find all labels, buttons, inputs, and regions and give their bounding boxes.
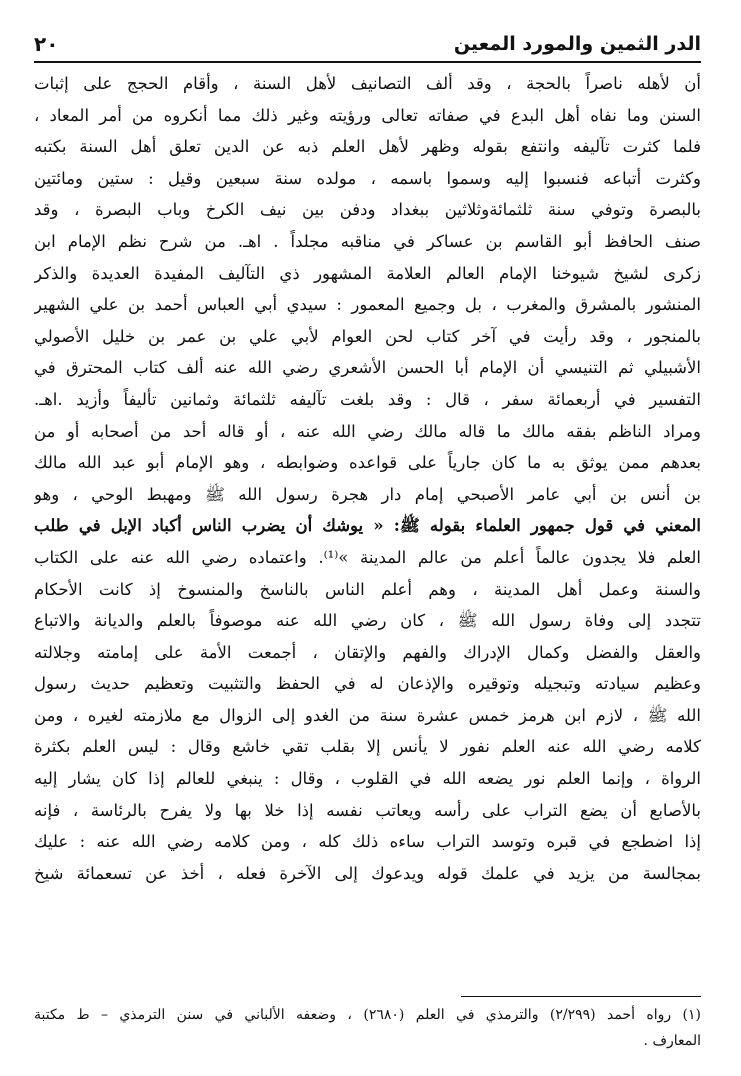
text-line: بالبصرة وتوفي سنة ثلثمائةوثلاثين ببغداد ودفن بين نيف الكرخ وباب البصرة ، وقد: [34, 200, 701, 220]
footnote: [34, 1002, 701, 1054]
footnote-line: المعارف .: [643, 1033, 701, 1049]
text-line: صنف الحافظ أبو القاسم بن عساكر في مناقبه مجلداً . اهـ. من شرح نظم الإمام ابن: [34, 231, 701, 251]
text-line: بالمنجور ، وقد رأيت في آخر كتاب لحن العوام لأبي علي بن عمر بن خليل الأصولي: [34, 326, 701, 346]
text-line: كلامه رضي الله عنه العلم نفور لا يأنس إلا بقلب تقي خاشع وقال : ليس العلم بكثرة: [34, 737, 701, 757]
text-line: السنن وما نفاه أهل البدع في صفاته تعالى ورؤيته وغير ذلك مما أنكروه من أمر المعاد ،: [34, 105, 701, 125]
text-line: بالأصابع أن يضع التراب على رأسه ويعاتب نفسه إذا خلا بها ولا يفرح بالرئاسة ، فإنه: [34, 800, 701, 820]
hadith-text-line: المعني في قول جمهور العلماء بقوله ﷺ: « يوشك أن يضرب الناس أكباد الإبل في طلب: [34, 516, 701, 536]
running-title: الدر الثمين والمورد المعين: [453, 33, 701, 55]
header-rule: [34, 61, 701, 63]
text-line: الأشبيلي ثم التنيسي أن الإمام أبا الحسن الأشعري رضي الله عنه ألف كتاب المحترق في: [34, 358, 701, 378]
text-line: الرواة ، وإنما العلم نور يضعه الله في القلوب ، وقال : ينبغي للعالم إذا كان يشار إليه: [34, 769, 701, 789]
footnote-separator: [461, 996, 701, 997]
text-line: فلما كثرت تآليفه وانتفع بقوله وظهر لأهل العلم ذبه عن الدين تعلق أهل السنة بكتبه: [34, 137, 701, 157]
text-line: ومراد الناظم بفقه مالك ما قاله مالك رضي الله عنه ، أو قاله أحد من أصحابه أو من: [34, 421, 701, 441]
text-line: وكثرت أتباعه فنسبوا إليه وسموا باسمه ، مولده سنة سبعين وقيل : ستين ومائتين: [34, 168, 701, 188]
text-line: المنشور بالمشرق والمغرب ، بل وجميع المعمور : سيدي أبي العباس أحمد بن علي الشهير: [34, 295, 701, 315]
page-number: ٢٠: [34, 32, 59, 56]
text-line: زكرى لشيخ شيوخنا الإمام العالم العلامة المشهور ذي التآليف المفيدة العديدة والذكر: [34, 263, 701, 283]
text-line: والسنة وعمل أهل المدينة ، وهم أعلم الناس بالناسخ والمنسوخ إذ كانت الأحكام: [34, 579, 701, 599]
text-line: بن أنس بن أبي عامر الأصبحي إمام دار هجرة رسول الله ﷺ ومهبط الوحي ، وهو: [34, 484, 701, 504]
text-line: أن لأهله ناصراً بالحجة ، وقد ألف التصانيف لأهل السنة ، وأقام الحجج على إثبات: [34, 74, 701, 93]
text-line: بعدهم ممن يوثق به ما كان جارياً على قواعده وضوابطه ، وهو الإمام أبو عبد الله مالك: [34, 453, 701, 473]
footnote-line: (١) رواه أحمد (٢/٢٩٩) والترمذي في العلم (٢٦٨٠) ، وضعفه الألباني في سنن الترمذي – ط مكتبة: [34, 1007, 701, 1023]
page-header: [34, 30, 701, 64]
text-line: وعظيم سيادته وتبجيله وتوقيره والإذعان له في الحفظ والتثبيت وتعظيم حديث رسول: [34, 674, 701, 694]
text-line: والعقل والفضل وكمال الإدراك والفهم والإتقان ، أجمعت الأمة على إمامته وجلالته: [34, 642, 701, 662]
hadith-text-line: العلم فلا يجدون عالماً أعلم من عالم المدينة »⁽¹⁾. واعتماده رضي الله عنه على الكتاب: [34, 547, 701, 567]
text-line: تتجدد إلى وفاة رسول الله ﷺ ، كان رضي الله عنه موصوفاً بالعلم والديانة والاتباع: [34, 611, 701, 631]
text-line: التفسير في أربعمائة سفر ، قال : وقد بلغت تآليفه ثلثمائة وثمانين تأليفاً وأزيد .اهـ.: [34, 389, 701, 409]
body-text: [34, 68, 701, 889]
text-line: بمجالسة من يزيد في علمك قوله ويدعوك إلى الآخرة فعله ، أخذ عن تسعمائة شيخ: [34, 863, 701, 883]
text-line: إذا اضطجع في قبره وتوسد التراب ساءه ذلك كله ، ومن كلامه رضي الله عنه : عليك: [34, 832, 701, 852]
text-line: الله ﷺ ، لازم ابن هرمز خمس عشرة سنة من الغدو إلى الزوال مع ملازمته لغيره ، ومن: [34, 705, 701, 725]
